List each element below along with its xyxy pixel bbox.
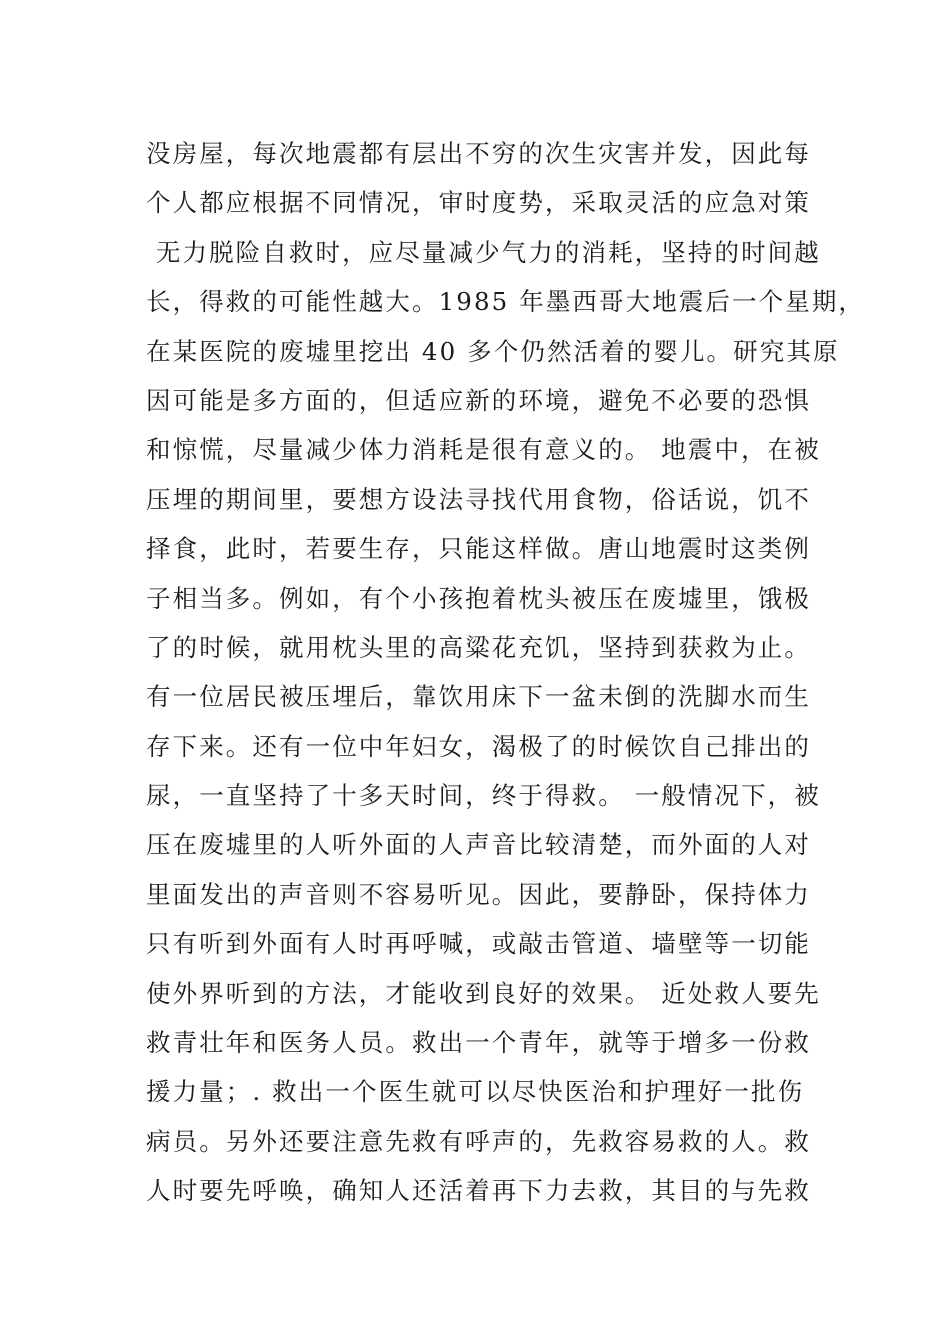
text-line: 压埋的期间里，要想方设法寻找代用食物，俗话说，饥不 (146, 484, 811, 514)
text-line: 援力量；. 救出一个医生就可以尽快医治和护理好一批伤 (146, 1077, 805, 1107)
text-line: 无力脱险自救时，应尽量减少气力的消耗，坚持的时间越 (146, 237, 821, 267)
text-line: 子相当多。例如，有个小孩抱着枕头被压在废墟里，饿极 (146, 583, 811, 613)
text-line: 只有听到外面有人时再呼喊，或敲击管道、墙壁等一切能 (146, 929, 811, 959)
text-line: 救青壮年和医务人员。救出一个青年，就等于增多一份救 (146, 1028, 811, 1058)
text-line: 了的时候，就用枕头里的高粱花充饥，坚持到获救为止。 (146, 632, 811, 662)
text-line: 在某医院的废墟里挖出 40 多个仍然活着的婴儿。研究其原 (146, 336, 840, 366)
text-line: 择食，此时，若要生存，只能这样做。唐山地震时这类例 (146, 534, 811, 564)
text-line: 尿，一直坚持了十多天时间，终于得救。 一般情况下，被 (146, 781, 821, 811)
text-line: 长，得救的可能性越大。1985 年墨西哥大地震后一个星期， (146, 287, 866, 317)
text-line: 人时要先呼唤，确知人还活着再下力去救，其目的与先救 (146, 1176, 811, 1206)
text-line: 使外界听到的方法，才能收到良好的效果。 近处救人要先 (146, 978, 821, 1008)
text-line: 压在废墟里的人听外面的人声音比较清楚，而外面的人对 (146, 830, 811, 860)
text-line: 里面发出的声音则不容易听见。因此，要静卧，保持体力 (146, 879, 811, 909)
text-line: 因可能是多方面的，但适应新的环境，避免不必要的恐惧 (146, 385, 811, 415)
text-line: 个人都应根据不同情况，审时度势，采取灵活的应急对策 (146, 188, 811, 218)
text-line: 有一位居民被压埋后，靠饮用床下一盆未倒的洗脚水而生 (146, 682, 811, 712)
text-line: 没房屋，每次地震都有层出不穷的次生灾害并发，因此每 (146, 139, 811, 168)
text-line: 存下来。还有一位中年妇女，渴极了的时候饮自己排出的 (146, 731, 811, 761)
text-line: 和惊慌，尽量减少体力消耗是很有意义的。 地震中，在被 (146, 435, 821, 465)
body-text (146, 129, 866, 1216)
text-line: 病员。另外还要注意先救有呼声的，先救容易救的人。救 (146, 1126, 811, 1156)
